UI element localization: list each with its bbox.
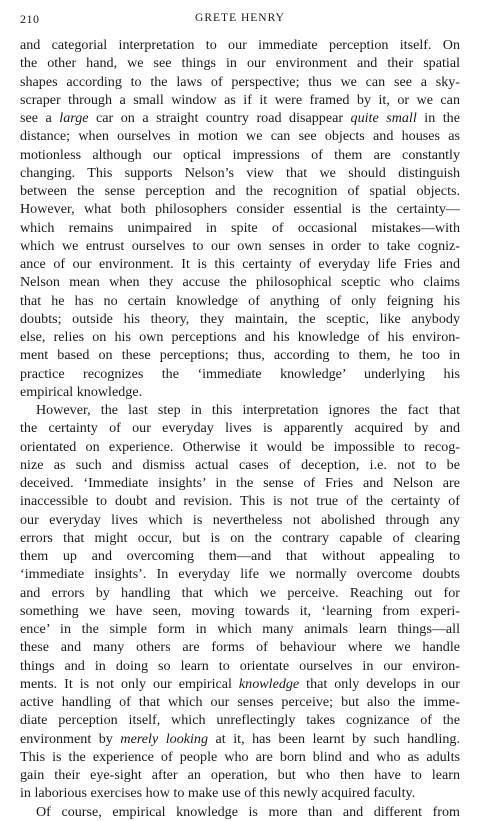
text-line (20, 164, 460, 182)
italic-text: merely looking (120, 730, 209, 747)
text-line (20, 511, 460, 529)
text-segment: nize as such and dismiss actual cases of deception, i.e. not to be (20, 456, 460, 473)
text-segment: Of course, empirical knowledge is more than and different from (36, 803, 460, 820)
text-line (20, 620, 460, 638)
text-segment: else, relies on his own perceptions and his knowledge of his environ- (20, 329, 460, 345)
text-segment: that he has no certain knowledge of anything of only feigning his (20, 292, 460, 309)
text-segment: our everyday lives which is nevertheless not abolished through any (20, 511, 460, 528)
text-line (20, 602, 460, 620)
text-segment: environment by (20, 730, 121, 747)
text-segment: scraper through a small window as if it were framed by it, or we can (20, 91, 460, 108)
text-line (20, 91, 460, 109)
text-segment: distance; when ourselves in motion we can see objects and houses as (20, 128, 460, 145)
italic-text: large (59, 110, 89, 126)
text-segment: car on a straight country road disappear (88, 110, 351, 126)
text-segment: the other hand, we see things in our environment and their spatial (20, 55, 460, 72)
text-line (20, 474, 460, 492)
text-line (20, 803, 460, 821)
text-line (20, 310, 460, 328)
text-line (20, 219, 460, 237)
text-segment: changing. This supports Nelson’s view that we should distinguish (20, 164, 460, 181)
text-line (20, 547, 460, 565)
text-segment: these and many others are forms of behaviour where we handle (20, 639, 460, 656)
page-number: 210 (20, 12, 40, 26)
text-segment: which we entrust ourselves to our own senses in order to take cogniz- (20, 237, 460, 254)
text-segment: which remains unimpaired in spite of occasional mistakes—with (20, 219, 460, 236)
text-line (20, 346, 460, 364)
text-line (20, 456, 460, 474)
text-segment: practice recognizes the ‘immediate knowledge’ underlying his (20, 365, 460, 382)
text-segment: ment based on these perceptions; thus, according to them, he too in (20, 347, 460, 364)
italic-text: quite small (350, 110, 417, 126)
page-header (20, 12, 460, 32)
text-line (20, 784, 460, 802)
text-line (20, 54, 460, 72)
text-segment: inaccessible to doubt and revision. This is not true of the certainty of (20, 493, 460, 510)
text-line (20, 529, 460, 547)
running-head: GRETE HENRY (195, 12, 285, 24)
text-line (20, 200, 460, 218)
text-line (20, 109, 460, 127)
text-segment: shapes according to the laws of perspective; thus we can see a sky- (20, 73, 460, 90)
text-line (20, 584, 460, 602)
text-line (20, 766, 460, 784)
body-text (20, 36, 460, 821)
text-segment: ance of our environment. It is this certainty of everyday life Fries and (20, 256, 460, 272)
text-segment: things and in doing so learn to orientate ourselves in our environ- (20, 657, 460, 674)
text-segment: something we have seen, moving towards it, ‘learning from experi- (20, 602, 460, 619)
text-segment: and categorial interpretation to our immediate perception itself. On (20, 37, 460, 53)
text-line (20, 73, 460, 91)
text-segment: motionless although our optical impressions of them are constantly (20, 146, 460, 163)
text-segment: However, the last step in this interpretation ignores the fact that (36, 402, 460, 418)
text-line (20, 146, 460, 164)
text-line (20, 419, 460, 437)
text-line (20, 638, 460, 656)
text-line (20, 657, 460, 675)
text-segment: diate perception itself, which unreflectingly takes cognizance of the (20, 712, 460, 729)
text-segment: empirical knowledge. (20, 383, 143, 400)
text-line (20, 730, 460, 748)
text-segment: in laborious exercises how to make use of this newly acquired faculty. (20, 785, 416, 802)
text-line (20, 565, 460, 583)
text-segment: in the (416, 110, 460, 126)
text-segment: active handling of that which our senses perceive; but also the imme- (20, 694, 460, 710)
text-line (20, 438, 460, 456)
text-line (20, 36, 460, 54)
text-segment: orientated on experience. Otherwise it would be impossible to recog- (20, 438, 460, 455)
text-line (20, 748, 460, 766)
text-segment: doubts; outside his theory, they maintain, the sceptic, like anybody (20, 310, 460, 327)
text-segment: deceived. ‘Immediate insights’ in the sense of Fries and Nelson are (20, 475, 460, 491)
text-segment: and errors by handling that which we perceive. Reaching out for (20, 584, 460, 601)
text-line (20, 273, 460, 291)
text-line (20, 255, 460, 273)
text-segment: However, what both philosophers consider essential is the certainty— (20, 201, 460, 218)
text-line (20, 328, 460, 346)
text-line (20, 182, 460, 200)
text-segment: ments. It is not only our empirical (20, 675, 239, 692)
text-segment: gain their eye-sight after an operation, but who then have to learn (20, 767, 460, 783)
book-page (20, 12, 460, 821)
text-segment: ence’ in the simple form in which many animals learn things—all (20, 621, 460, 637)
italic-text: knowledge (238, 675, 300, 692)
text-line (20, 127, 460, 145)
text-line (20, 365, 460, 383)
text-line (20, 675, 460, 693)
text-segment: at it, has been learnt by such handling. (208, 730, 460, 747)
text-segment: that only develops in our (299, 675, 460, 692)
text-segment: see a (20, 110, 60, 126)
text-segment: the certainty of our everyday lives is apparently acquired by and (20, 420, 460, 437)
text-line (20, 711, 460, 729)
text-line (20, 693, 460, 711)
text-segment: errors that might occur, but is on the contrary capable of clearing (20, 529, 460, 546)
text-line (20, 492, 460, 510)
text-line (20, 383, 460, 401)
text-line (20, 237, 460, 255)
text-segment: Nelson mean when they accuse the philosophical sceptic who claims (20, 274, 460, 291)
text-segment: them up and overcoming them—and that without appealing to (20, 548, 460, 564)
text-line (20, 401, 460, 419)
text-segment: This is the experience of people who are born blind and who as adults (20, 748, 460, 765)
text-segment: between the sense perception and the recognition of spatial objects. (20, 183, 460, 199)
text-segment: ‘immediate insights’. In everyday life we normally overcome doubts (20, 566, 460, 583)
text-line (20, 292, 460, 310)
